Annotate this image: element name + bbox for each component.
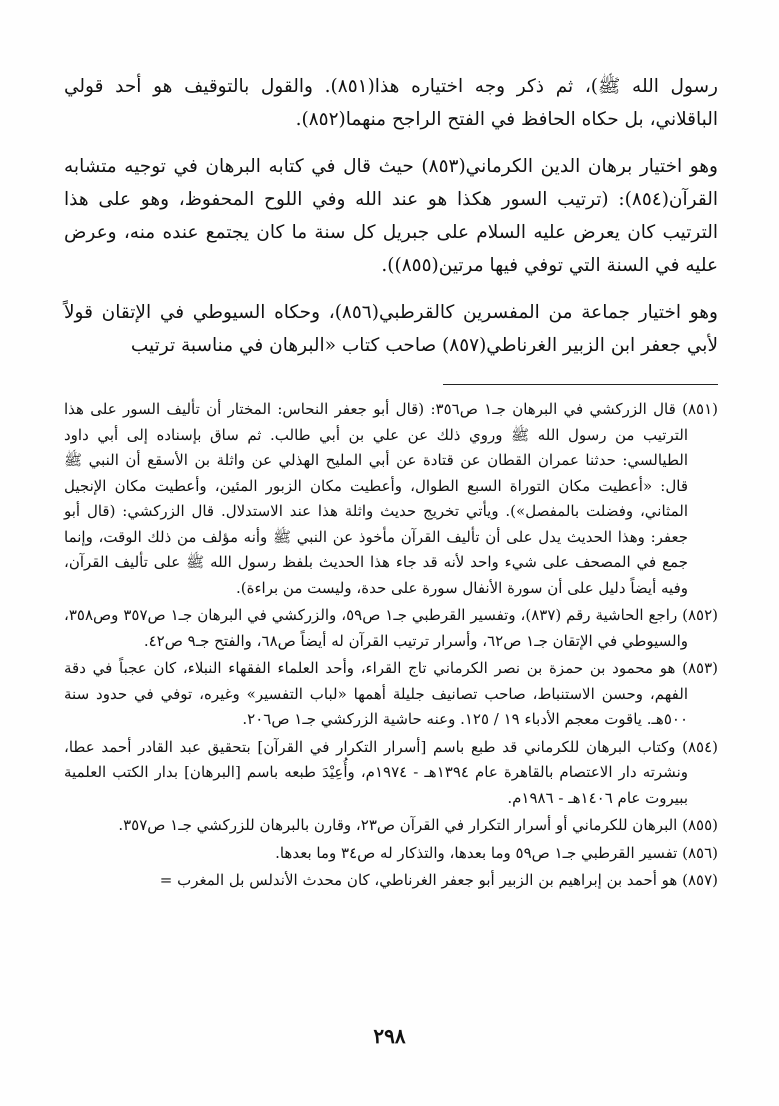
footnote: (٨٥٦) تفسير القرطبي جـ١ ص٥٩ وما بعدها، والتذكار له ص٣٤ وما بعدها. bbox=[275, 843, 718, 862]
page-number: ٢٩٨ bbox=[373, 1024, 406, 1048]
footnotes bbox=[64, 397, 718, 894]
paragraph: رسول الله ﷺ)، ثم ذكر وجه اختياره هذا(٨٥١). والقول بالتوقيف هو أحد قولي الباقلاني، بل حكاه الحافظ في الفتح الراجح منهما(٨٥٢). bbox=[64, 76, 718, 130]
footnote: (٨٥٥) البرهان للكرماني أو أسرار التكرار في القرآن ص٢٣، وقارن بالبرهان للزركشي جـ١ ص٣٥٧. bbox=[118, 816, 718, 834]
footnote: (٨٥٢) راجع الحاشية رقم (٨٣٧)، وتفسير القرطبي جـ١ ص٥٩، والزركشي في البرهان جـ١ ص٣٥٧ وص٣٥٨، والسيوطي في الإتقان جـ١ ص٦٢، وأسرار ترتيب القرآن له أيضاً ص٦٨، والفتح جـ٩ ص٤٢. bbox=[64, 606, 718, 650]
footnote: (٨٥٧) هو أحمد بن إبراهيم بن الزبير أبو جعفر الغرناطي، كان محدث الأندلس بل المغرب = bbox=[159, 871, 718, 889]
paragraph: وهو اختيار برهان الدين الكرماني(٨٥٣) حيث قال في كتابه البرهان في توجيه متشابه القرآن(٨٥٤): (ترتيب السور هكذا هو عند الله وفي اللوح المحفوظ، وهو على هذا الترتيب كان يعرض عليه السلام على جبريل كل سنة ما كان يجتمع عنده منه، وعرض عليه في السنة التي توفي فيها مرتين(٨٥٥)). bbox=[64, 156, 718, 276]
footnote: (٨٥٣) هو محمود بن حمزة بن نصر الكرماني تاج القراء، وأحد العلماء الفقهاء النبلاء، كان عجباً في دقة الفهم، وحسن الاستنباط، صاحب تصانيف جليلة أهمها «لباب التفسير» وغيره، توفي في حدود سنة ٥٠٠هـ. ياقوت معجم الأدباء ١٩ / ١٢٥. وعنه حاشية الزركشي جـ١ ص٢٠٦. bbox=[64, 659, 718, 728]
paragraph: وهو اختيار جماعة من المفسرين كالقرطبي(٨٥٦)، وحكاه السيوطي في الإتقان قولاً لأبي جعفر ابن الزبير الغرناطي(٨٥٧) صاحب كتاب «البرهان في مناسبة ترتيب bbox=[64, 302, 718, 356]
footnote-separator bbox=[443, 384, 718, 385]
main-text bbox=[64, 70, 718, 362]
footnote: (٨٥٤) وكتاب البرهان للكرماني قد طبع باسم [أسرار التكرار في القرآن] بتحقيق عبد القادر أحمد عطا، ونشرته دار الاعتصام بالقاهرة عام ١٣٩٤هـ - ١٩٧٤م، وأُعِيْدَ طبعه باسم [البرهان] بدار الكتب العلمية ببيروت عام ١٤٠٦هـ - ١٩٨٦م. bbox=[64, 737, 718, 807]
page-content bbox=[64, 70, 718, 896]
footnote: (٨٥١) قال الزركشي في البرهان جـ١ ص٣٥٦: (قال أبو جعفر النحاس: المختار أن تأليف السور على هذا الترتيب من رسول الله ﷺ وروي ذلك عن علي بن أبي طالب. ثم ساق بإسناده إلى أبي داود الطيالسي: حدثنا عمران القطان عن قتادة عن أبي المليح الهذلي عن واثلة بن الأسقع أن النبي ﷺ قال: «أعطيت مكان التوراة السبع الطوال، وأعطيت مكان الزبور المئين، وأعطيت مكان الإنجيل المثاني، وفضلت بالمفصل»). ويأتي تخريج حديث واثلة هذا عند الاستدلال. قال الزركشي: (قال أبو جعفر: وهذا الحديث يدل على أن تأليف القرآن مأخوذ عن النبي ﷺ وأنه مؤلف من ذلك الوقت، وإنما جمع في المصحف على شيء واحد لأنه قد جاء هذا الحديث بلفظ رسول الله ﷺ على تأليف القرآن، وفيه أيضاً دليل على أن سورة الأنفال سورة على حدة، وليست من براءة). bbox=[64, 400, 718, 597]
